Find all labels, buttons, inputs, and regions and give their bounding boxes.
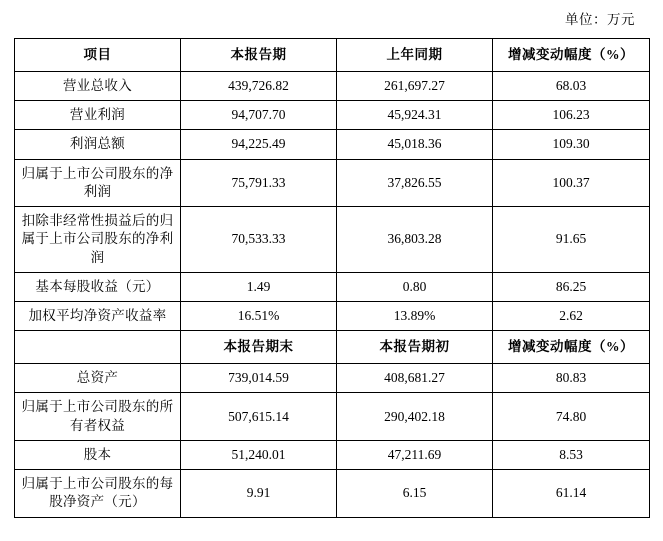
header-cell-prior-period: 上年同期 (337, 39, 493, 72)
row-label: 归属于上市公司股东的每股净资产（元） (15, 470, 181, 517)
row-value-prior: 261,697.27 (337, 72, 493, 101)
unit-note: 单位：万元 (565, 12, 635, 27)
table-header-row-2 (15, 331, 650, 364)
table-row (15, 207, 650, 273)
row-value-change: 91.65 (493, 207, 650, 273)
header-cell-item: 项目 (15, 39, 181, 72)
row-value-change: 74.80 (493, 393, 650, 440)
row-value-current: 75,791.33 (181, 159, 337, 206)
row-value-prior: 36,803.28 (337, 207, 493, 273)
row-value-change: 68.03 (493, 72, 650, 101)
row-value-change: 2.62 (493, 301, 650, 330)
row-value-current: 94,707.70 (181, 101, 337, 130)
row-value-change: 80.83 (493, 364, 650, 393)
row-value-prior: 13.89% (337, 301, 493, 330)
row-value-prior: 45,924.31 (337, 101, 493, 130)
row-value-begin: 6.15 (337, 470, 493, 517)
row-label: 股本 (15, 440, 181, 469)
table-row (15, 301, 650, 330)
table-row (15, 101, 650, 130)
row-value-end: 51,240.01 (181, 440, 337, 469)
table-header-row-1 (15, 39, 650, 72)
row-label: 总资产 (15, 364, 181, 393)
row-value-change: 109.30 (493, 130, 650, 159)
row-label: 营业利润 (15, 101, 181, 130)
row-value-change: 106.23 (493, 101, 650, 130)
table-row (15, 272, 650, 301)
row-value-begin: 290,402.18 (337, 393, 493, 440)
table-row (15, 440, 650, 469)
table-row (15, 393, 650, 440)
table-row (15, 72, 650, 101)
row-value-current: 439,726.82 (181, 72, 337, 101)
row-value-change: 8.53 (493, 440, 650, 469)
header-cell-period-end: 本报告期末 (181, 331, 337, 364)
row-label: 归属于上市公司股东的净利润 (15, 159, 181, 206)
row-value-current: 70,533.33 (181, 207, 337, 273)
row-value-prior: 37,826.55 (337, 159, 493, 206)
row-label: 归属于上市公司股东的所有者权益 (15, 393, 181, 440)
row-label: 利润总额 (15, 130, 181, 159)
row-value-end: 507,615.14 (181, 393, 337, 440)
row-value-current: 1.49 (181, 272, 337, 301)
row-label: 加权平均净资产收益率 (15, 301, 181, 330)
row-value-current: 94,225.49 (181, 130, 337, 159)
table-row (15, 364, 650, 393)
table-row (15, 470, 650, 517)
table-row (15, 130, 650, 159)
row-value-change: 61.14 (493, 470, 650, 517)
header-cell-current-period: 本报告期 (181, 39, 337, 72)
row-value-end: 739,014.59 (181, 364, 337, 393)
table-row (15, 159, 650, 206)
row-value-begin: 47,211.69 (337, 440, 493, 469)
row-value-change: 100.37 (493, 159, 650, 206)
row-label: 扣除非经常性损益后的归属于上市公司股东的净利润 (15, 207, 181, 273)
row-value-end: 9.91 (181, 470, 337, 517)
row-value-prior: 0.80 (337, 272, 493, 301)
header-cell-period-begin: 本报告期初 (337, 331, 493, 364)
financial-summary-table (14, 38, 650, 518)
row-label: 营业总收入 (15, 72, 181, 101)
header-cell-change-rate-2: 增减变动幅度（%） (493, 331, 650, 364)
row-value-change: 86.25 (493, 272, 650, 301)
row-value-current: 16.51% (181, 301, 337, 330)
row-value-prior: 45,018.36 (337, 130, 493, 159)
row-value-begin: 408,681.27 (337, 364, 493, 393)
row-label: 基本每股收益（元） (15, 272, 181, 301)
header-cell-empty (15, 331, 181, 364)
header-cell-change-rate: 增减变动幅度（%） (493, 39, 650, 72)
